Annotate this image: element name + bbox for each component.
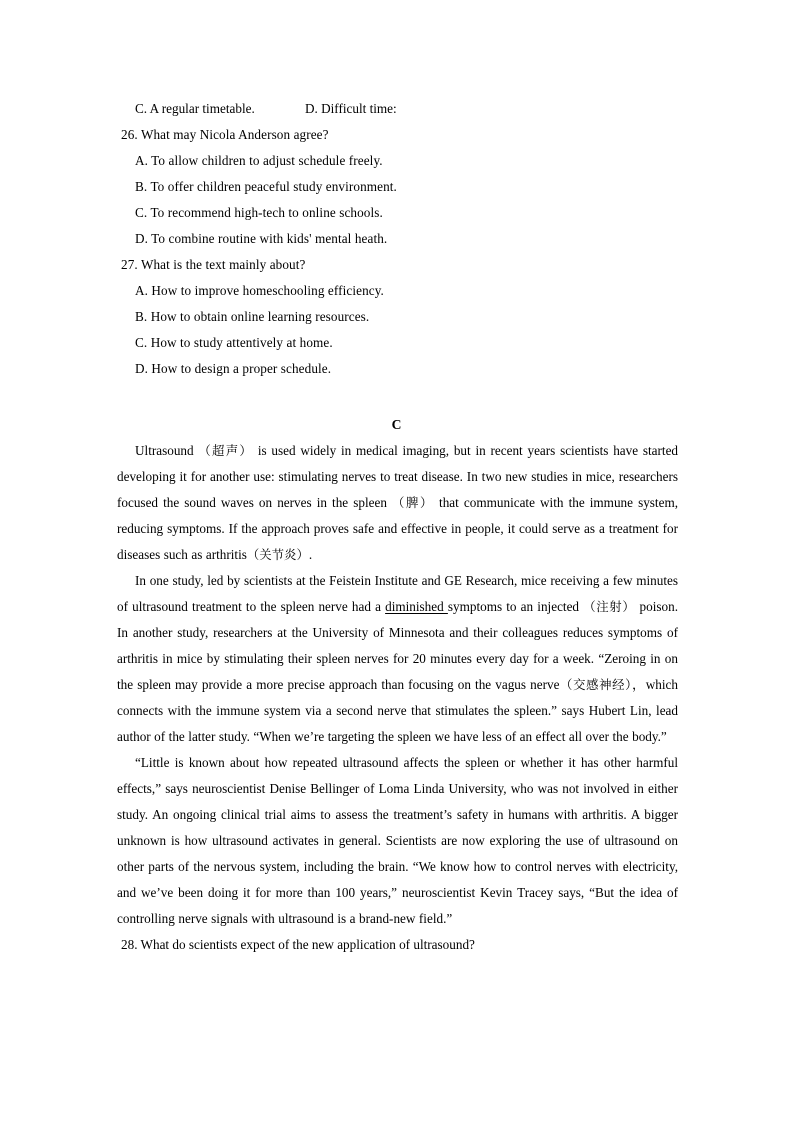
p3-segment-1: “Little is known about how repeated ultrasound affects the spleen or whether it has other harmful effects,” says neuroscientist Denise Bellinger of Loma Linda University, who was not involved in either study. An ongoing clinical trial aims to assess the treatment’s safety in humans with arthritis. A bigger unknown is how ultrasound activates in general. Scientists are now exploring the use of ultrasound on other parts of the nervous system, including the brain. “We know how to control nerves with electricity, and we’ve been doing it for more than 100 years,” neuroscientist Kevin Tracey says, “But the idea of controlling nerve signals with ultrasound is a brand-new field.” — [117, 755, 678, 926]
p2-segment-2: symptoms to an injected — [447, 599, 584, 614]
question-26-stem: 26. What may Nicola Anderson agree? — [121, 127, 329, 142]
question-27-option-d[interactable]: D. How to design a proper schedule. — [135, 361, 332, 376]
p2-segment-4: ，which connects with the immune system via a second nerve that stimulates the spleen.” says Hubert Lin, lead author of the latter study. “When we’re targeting the spleen we have less of an effect all over the body.” — [117, 677, 678, 744]
p2-segment-3: poison. In another study, researchers at the University of Minnesota and their colleagues reduces symptoms of arthritis in mice by stimulating their spleen nerves for 20 minutes every day for a week. “Zeroing in on the spleen may provide a more precise approach than focusing on the vagus nerve — [117, 599, 679, 692]
question-27-option-c[interactable]: C. How to study attentively at home. — [135, 335, 333, 350]
p1-segment-2: is used widely in medical imaging, but in recent years scientists have started developing it for another use: stimulating nerves to treat disease. In two new studies in mice, researchers focused the sound waves on nerves in the spleen — [117, 443, 679, 510]
question-27-option-b[interactable]: B. How to obtain online learning resources. — [135, 309, 370, 324]
carryover-option-d: D. Difficult time: — [305, 101, 397, 116]
p1-chinese-arthritis: （关节炎） — [246, 547, 309, 562]
p1-chinese-spleen: （脾） — [392, 495, 434, 510]
passage-paragraph-2 — [117, 568, 678, 750]
passage-section-heading: C — [391, 417, 402, 432]
question-26-option-d[interactable]: D. To combine routine with kids' mental heath. — [135, 231, 388, 246]
passage-paragraph-1 — [117, 438, 678, 568]
question-26-option-b[interactable]: B. To offer children peaceful study environment. — [135, 179, 397, 194]
question-26-option-a[interactable]: A. To allow children to adjust schedule freely. — [135, 153, 383, 168]
p1-segment-4: . — [308, 547, 313, 562]
carryover-option-row — [117, 96, 678, 122]
page-content — [117, 96, 678, 958]
question-26-option-c[interactable]: C. To recommend high-tech to online schools. — [135, 205, 383, 220]
p1-segment-1: Ultrasound — [135, 443, 199, 458]
question-28-stem: 28. What do scientists expect of the new application of ultrasound? — [121, 937, 475, 952]
carryover-option-c: C. A regular timetable. — [135, 101, 255, 116]
p2-underlined-word: diminished — [385, 599, 448, 614]
p2-chinese-vagus-nerve: （交感神经） — [559, 677, 632, 692]
p2-segment-1: In one study, led by scientists at the Feistein Institute and GE Research, mice receiving a few minutes of ultrasound treatment to the spleen nerve had a — [117, 573, 678, 614]
p1-chinese-ultrasound: （超声） — [198, 443, 254, 458]
p2-chinese-injected: （注射） — [583, 599, 636, 614]
passage-paragraph-3 — [117, 750, 678, 932]
question-27-option-a[interactable]: A. How to improve homeschooling efficiency. — [135, 283, 384, 298]
p1-segment-3: that communicate with the immune system, reducing symptoms. If the approach proves safe and effective in people, it could serve as a treatment for diseases such as arthritis — [117, 495, 678, 562]
question-27-stem: 27. What is the text mainly about? — [121, 257, 306, 272]
